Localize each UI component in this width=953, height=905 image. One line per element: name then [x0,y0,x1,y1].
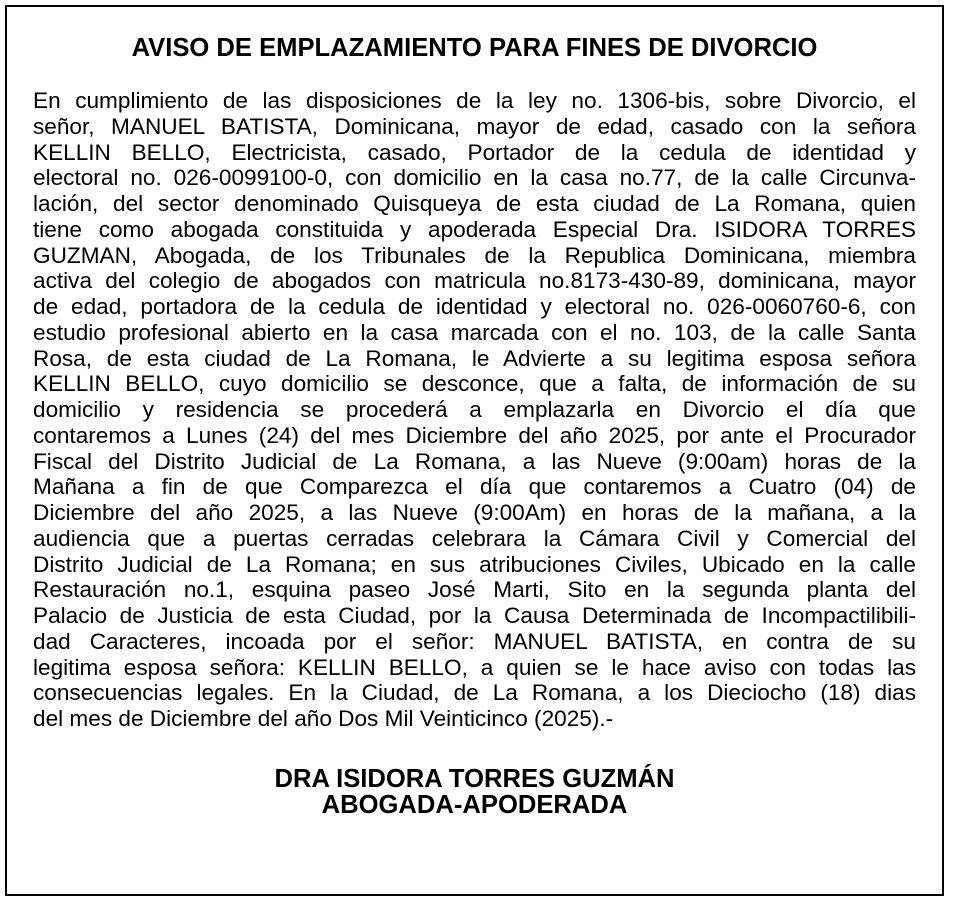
body-line: estudio profesional abierto en la casa marcada con el no. 103, de la calle Santa [33,319,916,345]
notice-title: AVISO DE EMPLAZAMIENTO PARA FINES DE DIVORCIO [131,34,818,62]
signature-role: ABOGADA-APODERADA [321,790,628,819]
signature-block [27,766,922,818]
body-line: lación, del sector denominado Quisqueya de esta ciudad de La Romana, quien [33,191,916,216]
body-line: activa del colegio de abogados con matricula no.8173-430-89, dominicana, mayor [33,268,916,294]
body-line: Diciembre del año 2025, a las Nueve (9:00Am) en horas de la mañana, a la [33,500,916,525]
body-line: de edad, portadora de la cedula de identidad y electoral no. 026-0060760-6, con [33,294,916,319]
body-line: tiene como abogada constituida y apoderada Especial Dra. ISIDORA TORRES [33,216,916,242]
body-line: domicilio y residencia se procederá a emplazarla en Divorcio el día que [33,397,916,422]
signature-name: DRA ISIDORA TORRES GUZMÁN [274,764,675,793]
notice-body [33,88,916,732]
body-line: Palacio de Justicia de esta Ciudad, por la Causa Determinada de Incompactilibili- [33,603,916,628]
body-line: señor, MANUEL BATISTA, Dominicana, mayor de edad, casado con la señora [33,113,916,139]
body-line: dad Caracteres, incoada por el señor: MANUEL BATISTA, en contra de su [33,628,916,654]
body-line: Distrito Judicial de La Romana; en sus atribuciones Civiles, Ubicado en la calle [33,551,916,577]
body-line: Restauración no.1, esquina paseo José Marti, Sito en la segunda planta del [33,577,916,603]
body-line: KELLIN BELLO, cuyo domicilio se desconce, que a falta, de información de su [33,371,916,397]
body-line: contaremos a Lunes (24) del mes Diciembre del año 2025, por ante el Procurador [33,422,916,448]
body-line: En cumplimiento de las disposiciones de la ley no. 1306-bis, sobre Divorcio, el [33,88,916,113]
body-line: GUZMAN, Abogada, de los Tribunales de la Republica Dominicana, miembra [33,242,916,268]
body-line: del mes de Diciembre del año Dos Mil Veinticinco (2025).- [33,706,614,731]
body-line: audiencia que a puertas cerradas celebrara la Cámara Civil y Comercial del [33,525,916,551]
body-line: Fiscal del Distrito Judicial de La Romana, a las Nueve (9:00am) horas de la [33,448,916,474]
body-line: electoral no. 026-0099100-0, con domicilio en la casa no.77, de la calle Circunva- [33,165,916,191]
legal-notice [5,5,944,896]
body-line: Rosa, de esta ciudad de La Romana, le Advierte a su legitima esposa señora [33,345,916,371]
body-line: KELLIN BELLO, Electricista, casado, Portador de la cedula de identidad y [33,139,916,165]
body-line: Mañana a fin de que Comparezca el día que contaremos a Cuatro (04) de [33,474,916,500]
body-line: consecuencias legales. En la Ciudad, de La Romana, a los Dieciocho (18) dias [33,680,916,706]
body-line: legitima esposa señora: KELLIN BELLO, a quien se le hace aviso con todas las [33,654,916,680]
